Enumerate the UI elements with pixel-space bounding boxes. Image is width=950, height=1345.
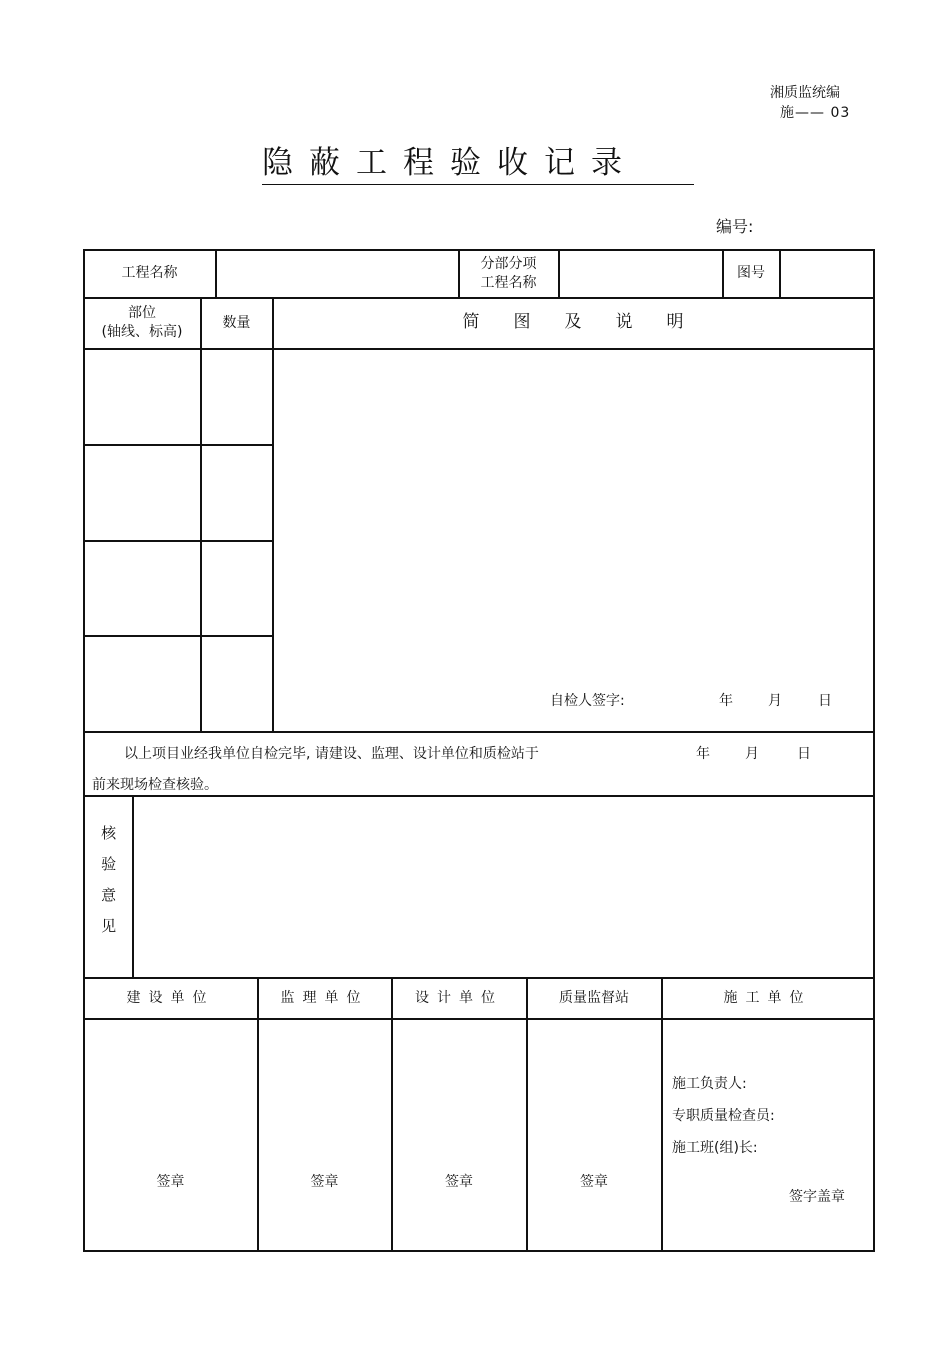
request-text-line2: 前来现场检查核验。 — [92, 777, 218, 793]
supervisor-unit-header: 监理单位 — [280, 990, 369, 1007]
col-divider — [257, 977, 259, 1252]
quantity-entry-2[interactable] — [201, 446, 272, 540]
record-number-label: 编号: — [716, 217, 754, 236]
location-entry-2[interactable] — [84, 446, 200, 540]
opinion-label-cell — [84, 796, 132, 977]
sub-project-label-line2: 工程名称 — [480, 274, 537, 291]
opinion-label: 核验意见 — [99, 824, 118, 949]
col-divider — [661, 977, 663, 1252]
sketch-area[interactable] — [274, 350, 873, 680]
location-label — [84, 298, 200, 348]
designer-seal-label: 签章 — [445, 1173, 473, 1190]
row-divider — [83, 1018, 875, 1020]
self-check-month: 月 — [768, 693, 782, 709]
quantity-label: 数量 — [222, 314, 251, 331]
quantity-entry-3[interactable] — [201, 542, 272, 635]
quantity-entry-4[interactable] — [201, 637, 272, 731]
page-title: 隐蔽工程验收记录 — [262, 146, 694, 185]
request-text-line1: 以上项目业经我单位自检完毕, 请建设、监理、设计单位和质检站于 — [124, 746, 539, 762]
project-name-label: 工程名称 — [121, 265, 178, 282]
location-label-line1: 部位 — [128, 305, 156, 322]
quality-station-header: 质量监督站 — [559, 990, 629, 1007]
form-code-line1: 湘质监统编 — [770, 85, 840, 101]
self-check-signature-label: 自检人签字: — [550, 693, 625, 709]
sketch-description-label: 简图及说明 — [462, 311, 718, 332]
drawing-number-field[interactable] — [780, 250, 873, 297]
table-border-bottom — [83, 1250, 875, 1252]
quality-inspector-label: 专职质量检查员: — [672, 1108, 775, 1124]
request-day: 日 — [797, 746, 811, 762]
sub-project-field[interactable] — [559, 250, 722, 297]
col-divider — [391, 977, 393, 1252]
sub-project-label — [459, 250, 558, 297]
col-divider — [526, 977, 528, 1252]
request-year: 年 — [696, 746, 710, 762]
form-code-line2: 施—— 03 — [780, 105, 851, 121]
opinion-field[interactable] — [134, 797, 873, 977]
project-name-field[interactable] — [216, 250, 458, 297]
owner-seal-label: 签章 — [156, 1173, 185, 1190]
team-leader-label: 施工班(组)长: — [672, 1140, 758, 1156]
row-divider — [83, 731, 875, 733]
owner-unit-header: 建设单位 — [126, 990, 215, 1007]
self-check-day: 日 — [818, 693, 832, 709]
sub-project-label-line1: 分部分项 — [480, 255, 537, 272]
quality-station-seal-label: 签章 — [580, 1173, 608, 1190]
location-entry-1[interactable] — [84, 350, 200, 444]
location-entry-3[interactable] — [84, 542, 200, 635]
quantity-entry-1[interactable] — [201, 350, 272, 444]
supervisor-seal-label: 签章 — [310, 1173, 339, 1190]
location-entry-4[interactable] — [84, 637, 200, 731]
designer-unit-header: 设计单位 — [415, 990, 503, 1007]
drawing-number-label: 图号 — [737, 265, 765, 282]
location-label-line2: (轴线、标高) — [101, 324, 183, 340]
contractor-manager-label: 施工负责人: — [672, 1076, 747, 1092]
request-month: 月 — [745, 746, 759, 762]
self-check-year: 年 — [719, 693, 733, 709]
table-border-right — [873, 249, 875, 1252]
contractor-unit-header: 施工单位 — [723, 990, 812, 1007]
contractor-sign-seal-label: 签字盖章 — [789, 1189, 845, 1205]
